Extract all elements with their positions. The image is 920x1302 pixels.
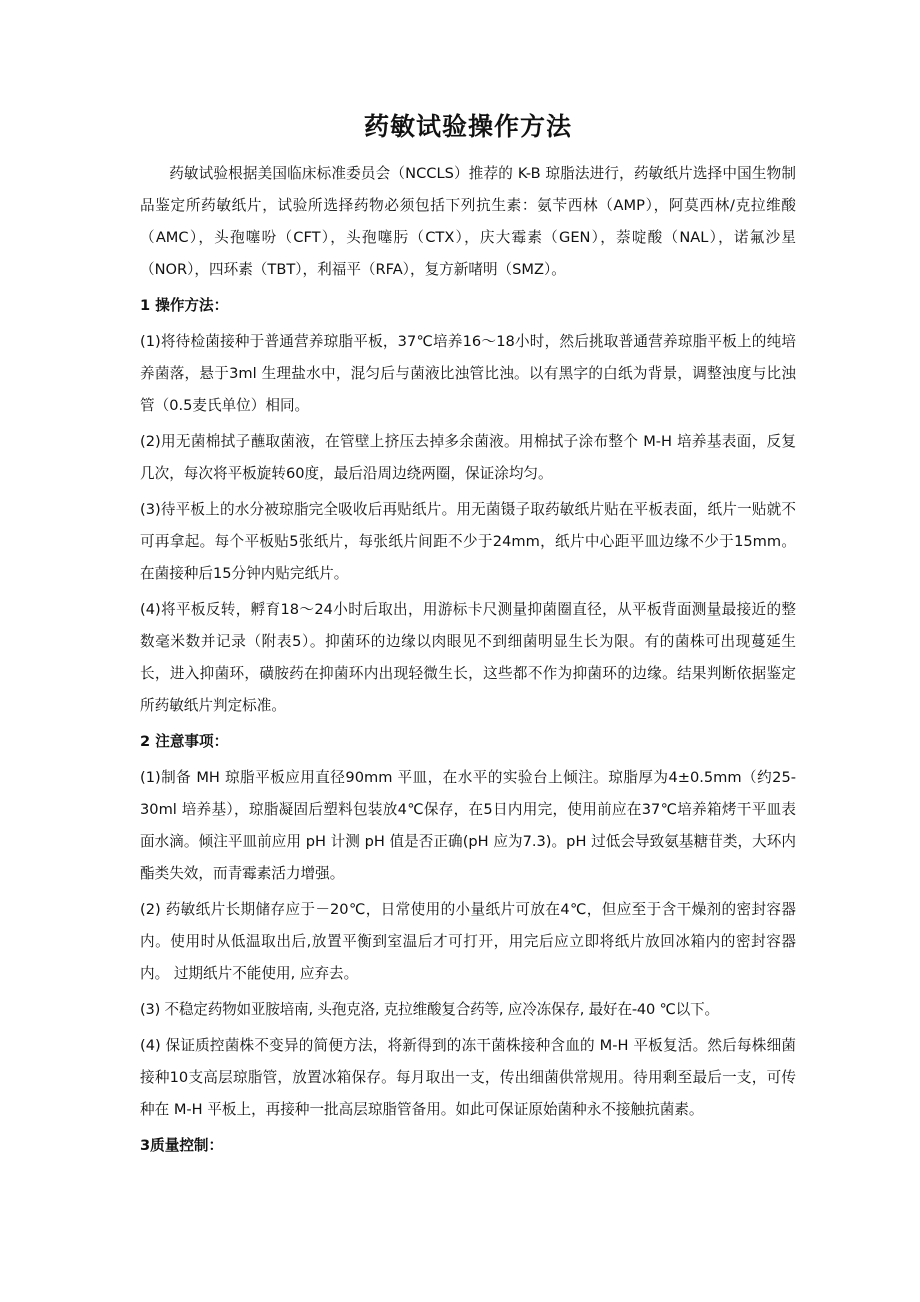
section-1-heading: 1 操作方法： (140, 297, 229, 314)
section-2-item-4: (4) 保证质控菌株不变异的简便方法，将新得到的冻干菌株接种含血的 M-H 平板复活。然后每株细菌接种10支高层琼脂管，放置冰箱保存。每月取出一支，传出细菌供常规用。待用剩至最后一支，可传种在 M-H 平板上，再接种一批高层琼脂管备用。如此可保证原始菌种永不接触抗菌素。 (140, 1037, 796, 1118)
intro-paragraph: 药敏试验根据美国临床标准委员会（NCCLS）推荐的 K-B 琼脂法进行，药敏纸片选择中国生物制品鉴定所药敏纸片，试验所选择药物必须包括下列抗生素：氨苄西林（AMP），阿莫西林/克拉维酸（AMC），头孢噻吩（CFT），头孢噻肟（CTX），庆大霉素（GEN），萘啶酸（NAL），诺氟沙星（NOR），四环素（TBT），利福平（RFA），复方新啫明（SMZ）。 (140, 165, 796, 278)
section-1-item-1: (1)将待检菌接种于普通营养琼脂平板，37℃培养16～18小时，然后挑取普通营养琼脂平板上的纯培养菌落，悬于3ml 生理盐水中，混匀后与菌液比浊管比浊。以有黑字的白纸为背景，调整浊度与比浊管（0.5麦氏单位）相同。 (140, 333, 796, 414)
section-2-item-3: (3) 不稳定药物如亚胺培南, 头孢克洛, 克拉维酸复合药等, 应冷冻保存, 最好在-40 ℃以下。 (140, 1001, 719, 1018)
section-2-heading: 2 注意事项： (140, 733, 229, 750)
section-1-item-3: (3)待平板上的水分被琼脂完全吸收后再贴纸片。用无菌镊子取药敏纸片贴在平板表面，纸片一贴就不可再拿起。每个平板贴5张纸片，每张纸片间距不少于24mm，纸片中心距平皿边缘不少于15mm。在菌接种后15分钟内贴完纸片。 (140, 501, 796, 582)
section-2-item-2: (2) 药敏纸片长期储存应于－20℃，日常使用的小量纸片可放在4℃，但应至于含干燥剂的密封容器内。使用时从低温取出后,放置平衡到室温后才可打开，用完后应立即将纸片放回冰箱内的密封容器内。 过期纸片不能使用, 应弃去。 (140, 901, 796, 982)
document-title: 药敏试验操作方法 (363, 112, 572, 141)
document-page (140, 110, 796, 1166)
section-1-item-4: (4)将平板反转，孵育18～24小时后取出，用游标卡尺测量抑菌圈直径，从平板背面测量最接近的整数毫米数并记录（附表5）。抑菌环的边缘以肉眼见不到细菌明显生长为限。有的菌株可出现蔓延生长，进入抑菌环，磺胺药在抑菌环内出现轻微生长，这些都不作为抑菌环的边缘。结果判断依据鉴定所药敏纸片判定标准。 (140, 601, 796, 714)
section-3-heading: 3质量控制： (140, 1137, 224, 1154)
section-1-item-2: (2)用无菌棉拭子蘸取菌液，在管壁上挤压去掉多余菌液。用棉拭子涂布整个 M-H 培养基表面，反复几次，每次将平板旋转60度，最后沿周边绕两圈，保证涂均匀。 (140, 433, 796, 482)
section-2-item-1: (1)制备 MH 琼脂平板应用直径90mm 平皿，在水平的实验台上倾注。琼脂厚为4±0.5mm（约25-30ml 培养基），琼脂凝固后塑料包装放4℃保存，在5日内用完，使用前应在37℃培养箱烤干平皿表面水滴。倾注平皿前应用 pH 计测 pH 值是否正确(pH 应为7.3)。pH 过低会导致氨基糖苷类，大环内酯类失效，而青霉素活力增强。 (140, 769, 796, 882)
